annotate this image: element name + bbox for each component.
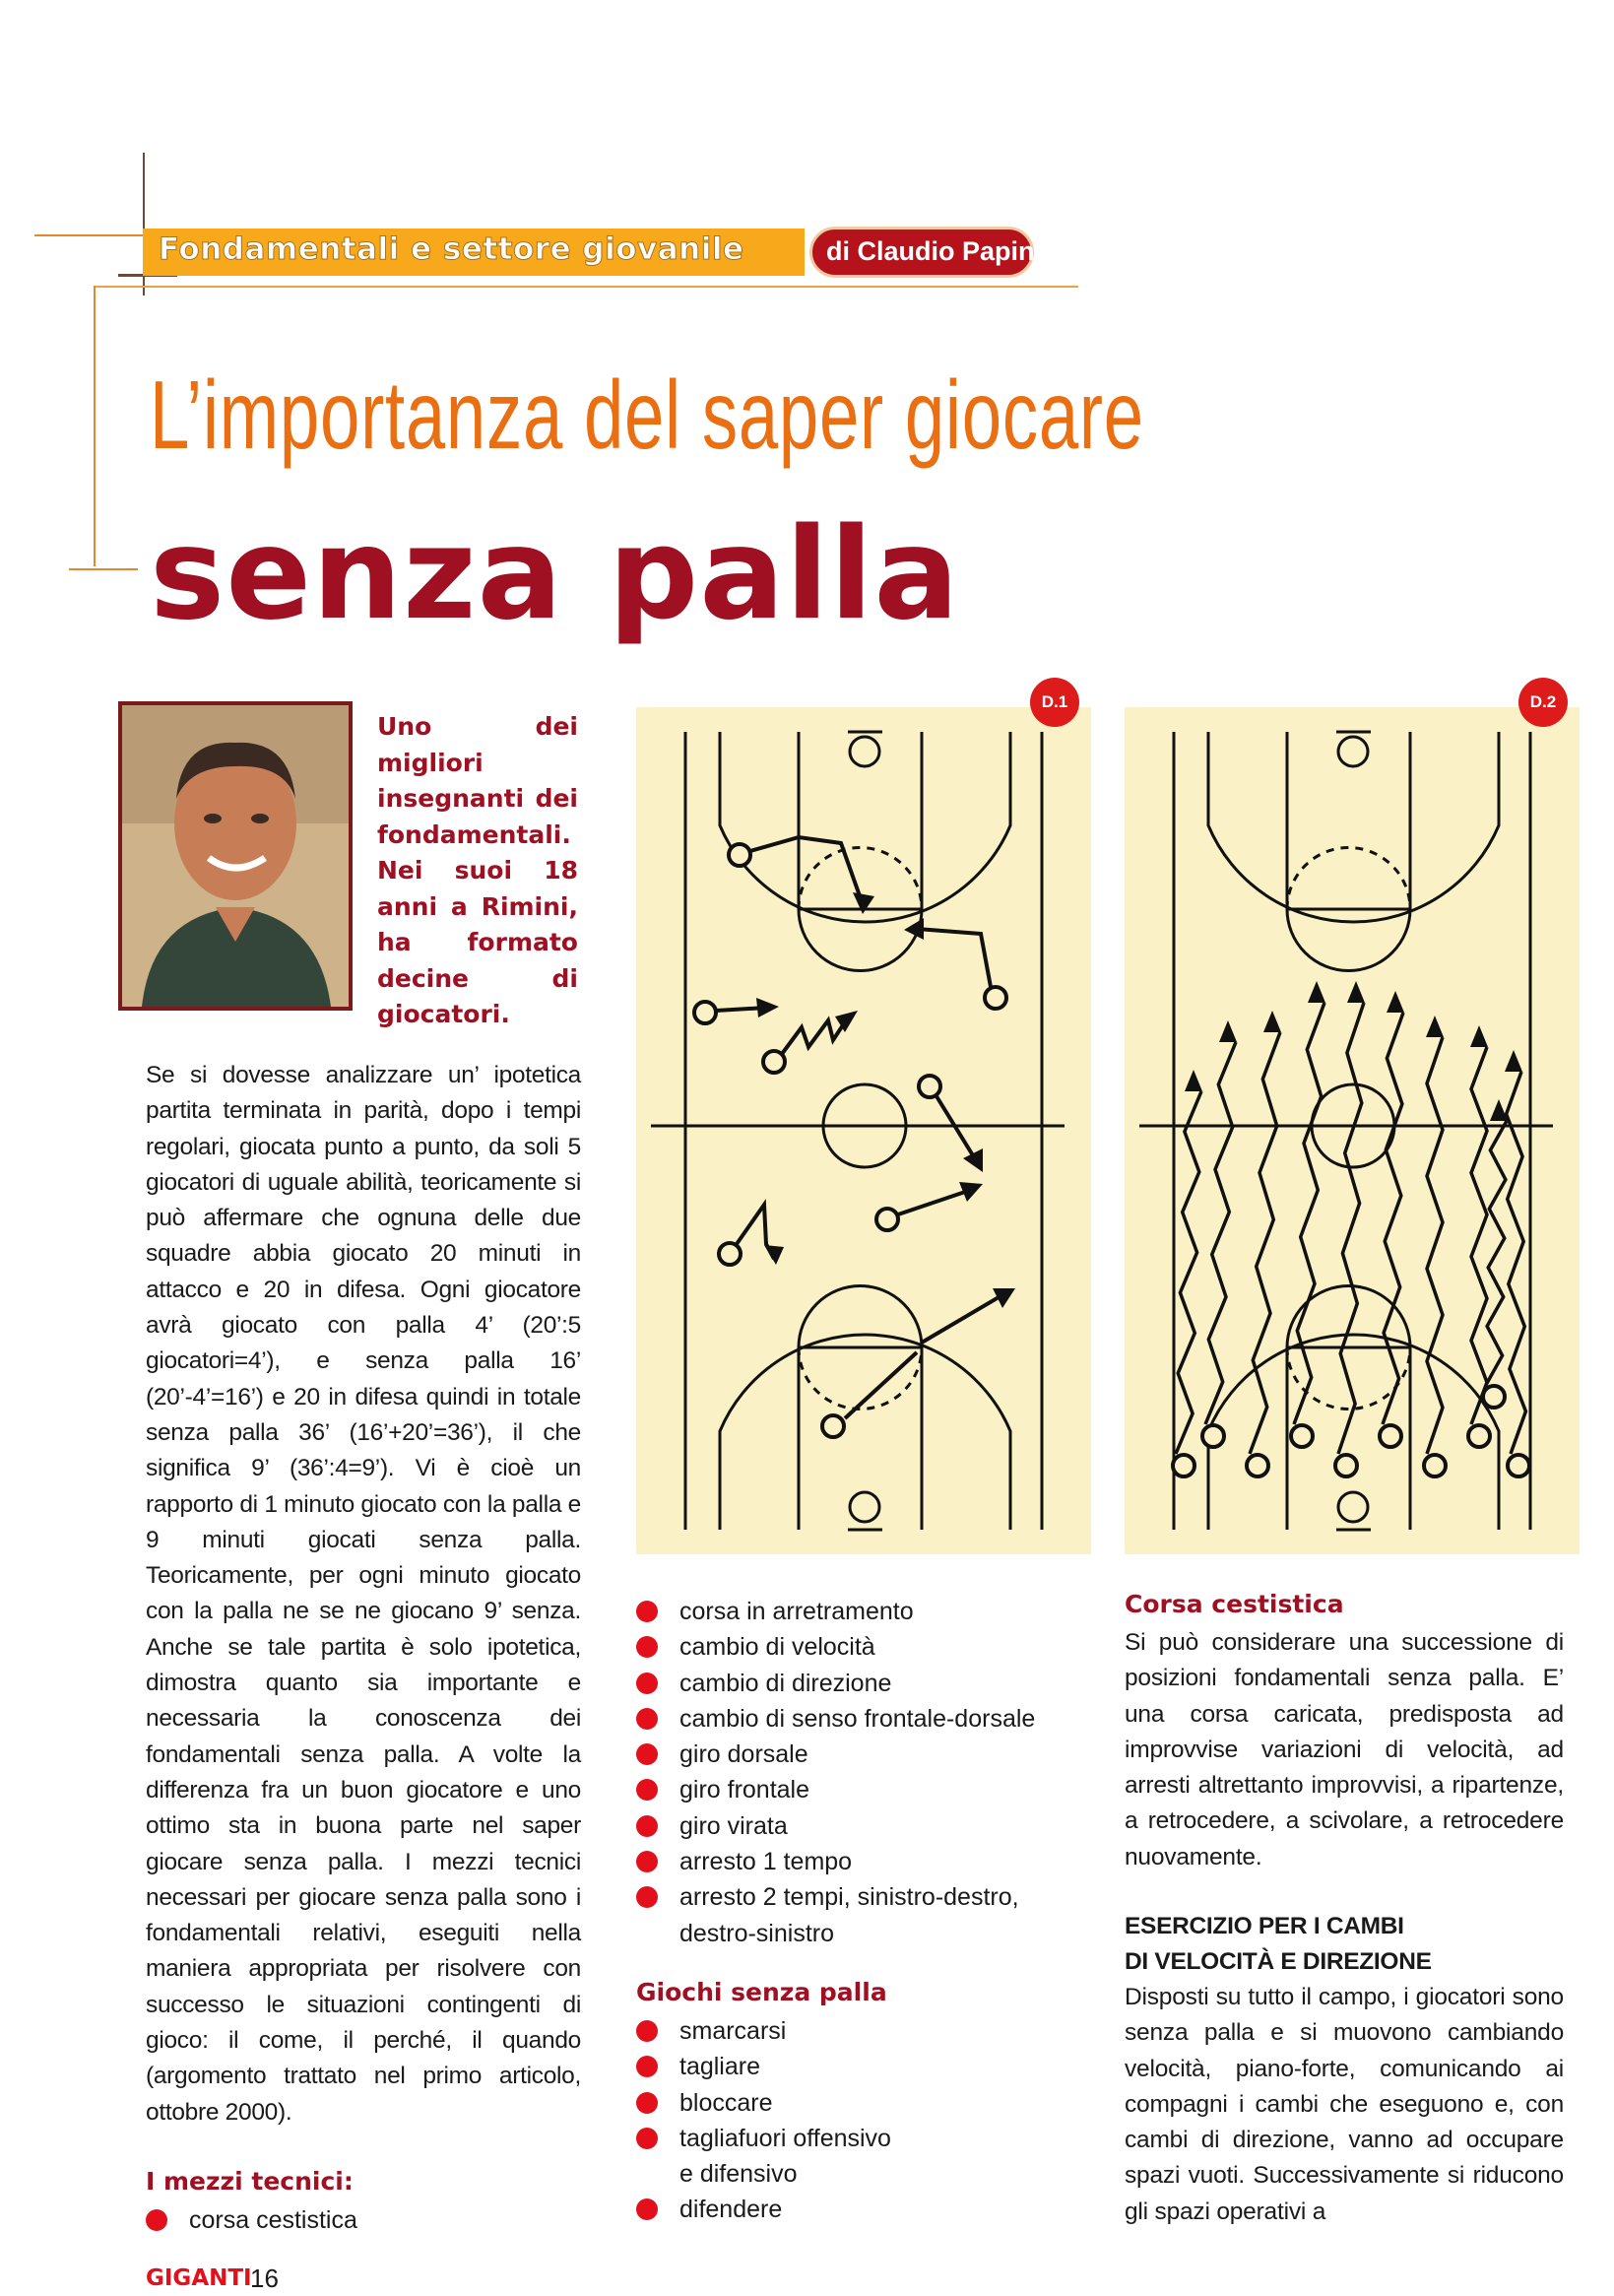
arrow-head-icon [1505,1050,1522,1072]
list-item: giro frontale [636,1772,1035,1807]
bullet-dot-icon [636,1851,658,1872]
list-item: corsa in arretramento [636,1594,1035,1629]
run-path [1294,1003,1324,1424]
list-item: difendere [636,2192,891,2227]
player-marker [1247,1455,1268,1476]
diagram-label-d2: D.2 [1518,678,1568,727]
mezzi-heading: I mezzi tecnici: [146,2167,354,2196]
author-label: di Claudio Papini [826,236,1043,266]
arrow-head-icon [1387,991,1404,1013]
list-item: cambio di senso frontale-dorsale [636,1701,1035,1737]
player-marker [1424,1455,1446,1476]
bullet-dot-icon [636,1815,658,1837]
bullet-dot-icon [636,2092,658,2114]
corsa-heading: Corsa cestistica [1125,1590,1344,1618]
player-marker [1291,1425,1313,1447]
list-item: corsa cestistica [146,2202,357,2238]
article-title-line1: L’importanza del saper giocare [150,361,1144,469]
run-path [1383,1013,1403,1424]
header-rule-long [94,286,1078,288]
arrow-head-icon [1263,1011,1281,1032]
bullet-dot-icon [636,2128,658,2149]
run-path [1338,1003,1364,1454]
mezzi-list [636,1594,1035,1951]
esercizio-text: Disposti su tutto il campo, i giocatori sono senza palla e si muovono cambiando velocità, piano-forte, comunicando ai compagni i cambi che eseguono e, con cambi di direzione, vanno ad occupare spazi vuoti. Successivamente si riducono gli spazi operativi a [1125,1984,1564,2225]
bullet-dot-icon [636,1673,658,1694]
arrow-head-icon [1308,981,1325,1003]
court-diagram-1 [636,707,1091,1554]
list-item: tagliafuori offensivo e difensivo [636,2121,891,2193]
bullet-dot-icon [636,1636,658,1658]
run-path [1250,1032,1280,1454]
player-marker [1508,1455,1529,1476]
section-label: Fondamentali e settore giovanile [159,231,744,267]
list-item: giro dorsale [636,1737,1035,1772]
corsa-text: Si può considerare una successione di posizioni fondamentali senza palla. E’ una corsa caricata, predisposta ad improvvise variazioni di velocità, ad arresti altrettanto improvvisi, a ripartenze, a retrocedere, a scivolare, a retrocedere nuovamente. [1125,1629,1564,1870]
list-item: smarcarsi [636,2013,891,2049]
bullet-dot-icon [636,2198,658,2220]
intro-blurb: Uno dei migliori insegnanti dei fondamentali. Nei suoi 18 anni a Rimini, ha formato decine di giocatori. [377,712,578,1028]
court-diagram-2 [1125,707,1580,1554]
body-text: Se si dovesse analizzare un’ ipotetica partita terminata in parità, dopo i tempi regolari, giocata punto a punto, da soli 5 giocatori di uguale abilità, teoricamente si può affermare che ognuna delle due squadre abbia giocato 20 minuti in attacco e 20 in difesa. Ogni giocatore avrà giocato con palla 4’ (20’:5 giocatori=4’), e senza palla 16’ (20’-4’=16’) e 20 in difesa quindi in totale senza palla 36’ (16’+20’=36’), il che significa 9’ (36’:4=9’). Vi è cioè un rapporto di 1 minuto giocato con la palla e 9 minuti giocati senza palla. Teoricamente, per ogni minuto giocato con la palla ne se ne giocano 9’ senza. Anche se tale partita è solo ipotetica, dimostra quanto sia importante e necessaria la conoscenza dei fondamentali senza palla. A volte la differenza fra un buon giocatore e uno ottimo sta in buona parte nel saper giocare senza palla. I mezzi tecnici necessari per giocare senza palla sono i fondamentali relativi, eseguiti nella maniera appropriata per risolvere con successo le situazioni contingenti di gioco: il come, il perché, il quando (argomento trattato nel primo articolo, ottobre 2000). [146,1062,582,2126]
list-item: arresto 2 tempi, sinistro-destro, destro-sinistro [636,1879,1035,1951]
diagram-label-d1: D.1 [1030,678,1079,727]
run-path [1486,1121,1507,1385]
bullet-dot-icon [636,2020,658,2042]
player-marker [1173,1455,1194,1476]
player-marker [1335,1455,1357,1476]
arrow-head-icon [1490,1099,1508,1121]
side-rule [94,286,96,566]
list-item: cambio di direzione [636,1666,1035,1701]
footer-brand: GIGANTI [146,2265,252,2291]
bullet-dot-icon [636,1743,658,1765]
run-path [1471,1047,1487,1424]
run-path [1176,1091,1201,1454]
bullet-dot-icon [636,1779,658,1801]
bullet-dot-icon [636,2056,658,2077]
arrow-head-icon [1426,1016,1444,1037]
arrow-head-icon [1470,1025,1488,1047]
list-item: cambio di velocità [636,1629,1035,1665]
run-path [1427,1037,1443,1454]
bullet-dot-icon [636,1708,658,1730]
giochi-heading: Giochi senza palla [636,1978,887,2006]
bullet-dot-icon [146,2209,167,2231]
list-item: bloccare [636,2085,891,2121]
arrow-head-icon [1185,1070,1202,1091]
article-title-line2: senza palla [150,501,960,648]
author-badge [809,227,1043,278]
player-marker [1202,1425,1224,1447]
list-item: arresto 1 tempo [636,1844,1035,1879]
esercizio-heading-1: ESERCIZIO PER I CAMBI [1125,1913,1404,1939]
player-marker [1468,1425,1490,1447]
run-path [1507,1072,1526,1454]
list-item: giro virata [636,1808,1035,1844]
title-arrow-rule [69,568,138,570]
arrow-head-icon [1219,1020,1237,1042]
author-photo [118,701,353,1011]
giochi-list [636,2013,891,2228]
run-path [1205,1042,1236,1424]
section-banner [143,229,805,276]
page-number: 16 [250,2263,279,2293]
list-item: tagliare [636,2049,891,2084]
bullet-dot-icon [636,1886,658,1908]
arrow-head-icon [1347,981,1365,1003]
diagram-d1 [636,692,1091,1554]
bullet-dot-icon [636,1601,658,1622]
esercizio-heading-2: DI VELOCITÀ E DIREZIONE [1125,1948,1432,1975]
portrait-illustration [122,705,349,1007]
diagram-d2 [1125,692,1580,1554]
player-marker [1380,1425,1401,1447]
player-marker [1483,1386,1505,1408]
mezzi-first-list [146,2202,357,2238]
